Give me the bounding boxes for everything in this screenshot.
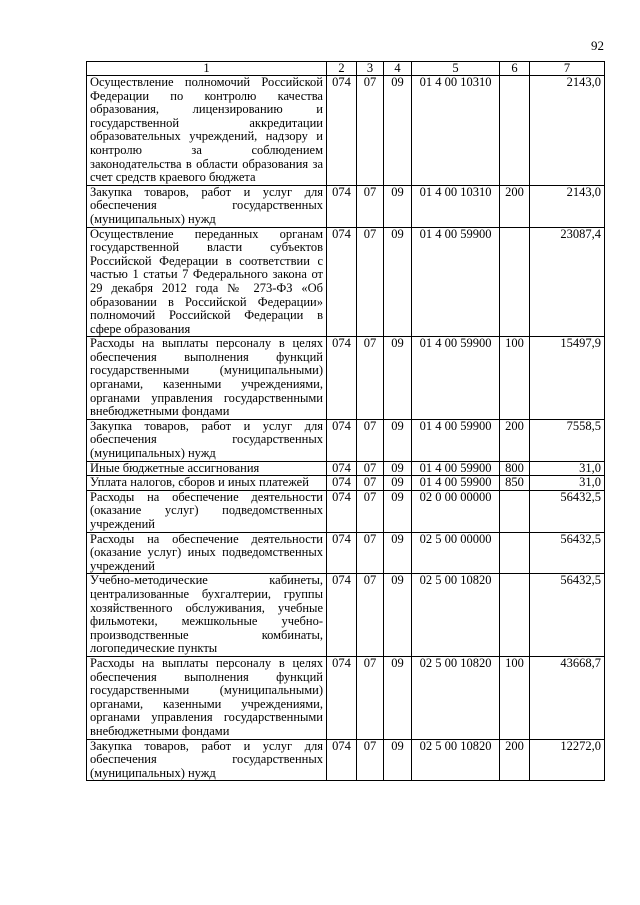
row-name: Осуществление полномочий Российской Федерации по контролю качества образования, лицензированию и государственной аккредитации образовательных учреждений, надзору и контролю за соблюдением законодательства в области образования за счет средств краевого бюджета — [87, 76, 327, 186]
row-expense-type: 850 — [500, 476, 530, 491]
row-amount: 2143,0 — [530, 76, 605, 186]
row-expense-type — [500, 76, 530, 186]
page-number: 92 — [591, 38, 604, 53]
row-name: Расходы на обеспечение деятельности (оказание услуг) подведомственных учреждений — [87, 490, 327, 532]
row-ministry-code: 074 — [327, 739, 357, 781]
row-amount: 15497,9 — [530, 337, 605, 420]
table-row — [87, 490, 605, 532]
row-amount: 56432,5 — [530, 532, 605, 574]
row-section: 07 — [357, 656, 384, 739]
row-amount: 56432,5 — [530, 490, 605, 532]
row-expense-type: 100 — [500, 656, 530, 739]
row-section: 07 — [357, 739, 384, 781]
row-name: Осуществление переданных органам государственной власти субъектов Российской Федерации в соответствии с частью 1 статьи 7 Федерального закона от 29 декабря 2012 года № 273-ФЗ «Об образовании в Российской Федерации» полномочий Российской Федерации в сфере образования — [87, 227, 327, 337]
row-section: 07 — [357, 461, 384, 476]
row-section: 07 — [357, 337, 384, 420]
table-row — [87, 739, 605, 781]
row-section: 07 — [357, 476, 384, 491]
row-subsection: 09 — [384, 76, 412, 186]
row-amount: 31,0 — [530, 476, 605, 491]
row-subsection: 09 — [384, 574, 412, 657]
table-row — [87, 532, 605, 574]
row-target-article: 02 5 00 00000 — [412, 532, 500, 574]
budget-table — [86, 61, 605, 781]
row-ministry-code: 074 — [327, 76, 357, 186]
row-name: Иные бюджетные ассигнования — [87, 461, 327, 476]
row-target-article: 02 0 00 00000 — [412, 490, 500, 532]
row-target-article: 01 4 00 10310 — [412, 76, 500, 186]
row-expense-type: 800 — [500, 461, 530, 476]
header-col-7: 7 — [530, 62, 605, 76]
row-subsection: 09 — [384, 476, 412, 491]
row-ministry-code: 074 — [327, 461, 357, 476]
row-name: Расходы на выплаты персоналу в целях обеспечения выполнения функций государственными (муниципальными) органами, казенными учреждениями, органами управления государственными внебюджетными фондами — [87, 337, 327, 420]
row-section: 07 — [357, 574, 384, 657]
row-subsection: 09 — [384, 532, 412, 574]
header-col-6: 6 — [500, 62, 530, 76]
row-subsection: 09 — [384, 185, 412, 227]
row-ministry-code: 074 — [327, 185, 357, 227]
row-amount: 31,0 — [530, 461, 605, 476]
row-expense-type — [500, 227, 530, 337]
row-section: 07 — [357, 532, 384, 574]
row-amount: 23087,4 — [530, 227, 605, 337]
row-expense-type: 200 — [500, 739, 530, 781]
table-row — [87, 461, 605, 476]
row-section: 07 — [357, 419, 384, 461]
header-col-2: 2 — [327, 62, 357, 76]
row-ministry-code: 074 — [327, 227, 357, 337]
row-expense-type — [500, 490, 530, 532]
row-name: Уплата налогов, сборов и иных платежей — [87, 476, 327, 491]
row-subsection: 09 — [384, 656, 412, 739]
row-name: Учебно-методические кабинеты, централизованные бухгалтерии, группы хозяйственного обслуживания, учебные фильмотеки, межшкольные учебно-производственные комбинаты, логопедические пункты — [87, 574, 327, 657]
table-row — [87, 476, 605, 491]
row-target-article: 01 4 00 59900 — [412, 419, 500, 461]
row-target-article: 01 4 00 59900 — [412, 227, 500, 337]
table-row — [87, 574, 605, 657]
row-name: Закупка товаров, работ и услуг для обеспечения государственных (муниципальных) нужд — [87, 419, 327, 461]
row-amount: 56432,5 — [530, 574, 605, 657]
row-subsection: 09 — [384, 337, 412, 420]
row-expense-type: 200 — [500, 185, 530, 227]
header-col-5: 5 — [412, 62, 500, 76]
table-row — [87, 185, 605, 227]
row-ministry-code: 074 — [327, 337, 357, 420]
row-expense-type — [500, 532, 530, 574]
row-name: Закупка товаров, работ и услуг для обеспечения государственных (муниципальных) нужд — [87, 185, 327, 227]
header-col-3: 3 — [357, 62, 384, 76]
row-name: Расходы на обеспечение деятельности (оказание услуг) иных подведомственных учреждений — [87, 532, 327, 574]
row-ministry-code: 074 — [327, 490, 357, 532]
table-row — [87, 337, 605, 420]
row-amount: 43668,7 — [530, 656, 605, 739]
header-col-1: 1 — [87, 62, 327, 76]
row-amount: 7558,5 — [530, 419, 605, 461]
row-target-article: 01 4 00 59900 — [412, 476, 500, 491]
row-subsection: 09 — [384, 461, 412, 476]
row-subsection: 09 — [384, 739, 412, 781]
row-expense-type: 100 — [500, 337, 530, 420]
row-subsection: 09 — [384, 419, 412, 461]
header-col-4: 4 — [384, 62, 412, 76]
row-section: 07 — [357, 76, 384, 186]
row-subsection: 09 — [384, 490, 412, 532]
row-target-article: 02 5 00 10820 — [412, 574, 500, 657]
row-amount: 2143,0 — [530, 185, 605, 227]
row-section: 07 — [357, 185, 384, 227]
row-section: 07 — [357, 490, 384, 532]
row-ministry-code: 074 — [327, 476, 357, 491]
row-section: 07 — [357, 227, 384, 337]
row-name: Закупка товаров, работ и услуг для обеспечения государственных (муниципальных) нужд — [87, 739, 327, 781]
row-target-article: 02 5 00 10820 — [412, 656, 500, 739]
table-header-row — [87, 62, 605, 76]
row-target-article: 02 5 00 10820 — [412, 739, 500, 781]
table-row — [87, 419, 605, 461]
row-target-article: 01 4 00 59900 — [412, 461, 500, 476]
row-amount: 12272,0 — [530, 739, 605, 781]
row-target-article: 01 4 00 59900 — [412, 337, 500, 420]
row-target-article: 01 4 00 10310 — [412, 185, 500, 227]
row-ministry-code: 074 — [327, 532, 357, 574]
row-ministry-code: 074 — [327, 419, 357, 461]
row-ministry-code: 074 — [327, 656, 357, 739]
table-row — [87, 656, 605, 739]
row-expense-type: 200 — [500, 419, 530, 461]
row-subsection: 09 — [384, 227, 412, 337]
row-expense-type — [500, 574, 530, 657]
table-row — [87, 227, 605, 337]
row-ministry-code: 074 — [327, 574, 357, 657]
table-row — [87, 76, 605, 186]
row-name: Расходы на выплаты персоналу в целях обеспечения выполнения функций государственными (муниципальными) органами, казенными учреждениями, органами управления государственными внебюджетными фондами — [87, 656, 327, 739]
